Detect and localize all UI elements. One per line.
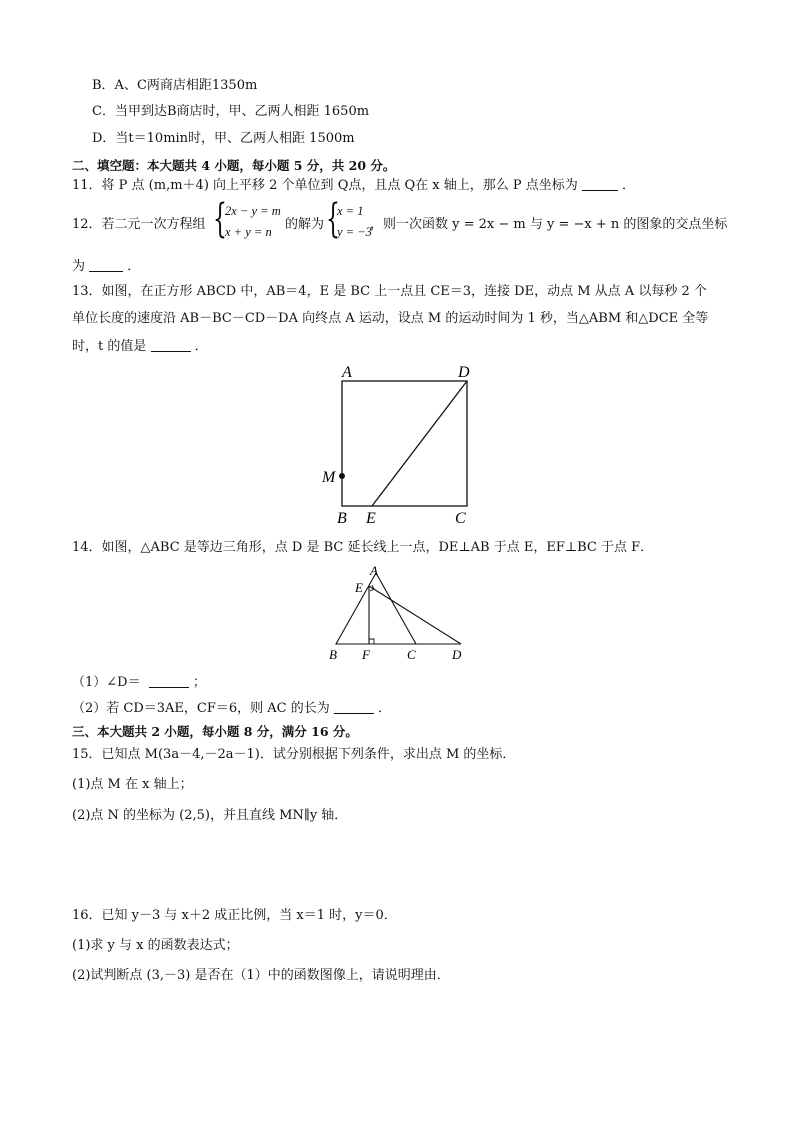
label-a: A (342, 364, 352, 381)
solution-2: y = −3 (337, 225, 372, 239)
question-text: （2）若 CD＝3AE，CF＝6，则 AC 的长为 (72, 701, 330, 716)
section-heading (72, 157, 395, 175)
equation-2: x + y = n (225, 225, 272, 239)
question-15: 15．已知点 M(3a－4,－2a－1)．试分别根据下列条件，求出点 M 的坐标． (72, 747, 516, 762)
triangle-figure (326, 563, 476, 663)
question-12-mid: 的解为 (285, 217, 325, 232)
right-angle-mark-f (369, 639, 374, 644)
question-text: 11．将 P 点 (m,m＋4) 向上平移 2 个单位到 Q点，且点 Q在 x 轴上，那么 P 点坐标为 (72, 178, 578, 193)
question-14-part1 (72, 673, 206, 692)
question-13-line2: 单位长度的速度沿 AB－BC－CD－DA 向终点 A 运动，设点 M 的运动时间为 1 秒，当△ABM 和△DCE 全等 (72, 311, 709, 326)
question-12-suffix: ，则一次函数 y = 2x − m 与 y = −x + n 的图象的交点坐标 (370, 217, 728, 232)
question-end: ． (622, 178, 636, 193)
question-14: 14．如图，△ABC 是等边三角形，点 D 是 BC 延长线上一点，DE⊥AB 于点 E，EF⊥BC 于点 F． (72, 540, 654, 555)
option-c: C．当甲到达B商店时，甲、乙两人相距 1650m (92, 104, 370, 119)
equation-1: 2x − y = m (225, 204, 281, 218)
question-16-part2: (2)试判断点 (3,－3) 是否在（1）中的函数图像上，请说明理由． (72, 968, 450, 983)
square-figure (315, 360, 485, 530)
label-f: F (362, 647, 370, 662)
label-a: A (370, 563, 378, 578)
label-d: D (458, 364, 470, 381)
section-heading-text: 三、本大题共 2 小题，每小题 8 分，满分 16 分。 (72, 724, 358, 739)
question-text: （1）∠D＝ (72, 675, 141, 690)
point-m (339, 473, 345, 479)
question-end: ． (378, 701, 392, 716)
answer-blank (149, 673, 189, 688)
question-16: 16．已知 y－3 与 x＋2 成正比例，当 x＝1 时，y＝0． (72, 908, 397, 923)
answer-blank (582, 176, 618, 191)
answer-blank (151, 337, 191, 352)
answer-blank (334, 699, 374, 714)
square-abcd (342, 381, 467, 506)
label-b: B (337, 510, 347, 527)
option-d: D．当t＝10min时，甲、乙两人相距 1500m (92, 131, 355, 146)
answer-blank (89, 257, 123, 272)
label-d: D (452, 647, 462, 662)
question-15-part2: (2)点 N 的坐标为 (2,5)，并且直线 MN∥y 轴． (72, 808, 348, 823)
question-15-part1: (1)点 M 在 x 轴上； (72, 777, 193, 792)
label-e: E (355, 580, 363, 595)
question-14-part2 (72, 699, 391, 718)
question-text: 为 (72, 259, 86, 274)
solution-1: x = 1 (337, 204, 364, 218)
section-heading-text: 二、填空题：本大题共 4 小题，每小题 5 分，共 20 分。 (72, 158, 396, 173)
question-12-line2 (72, 257, 140, 276)
left-brace-icon: { (326, 196, 340, 242)
question-16-part1: (1)求 y 与 x 的函数表达式； (72, 938, 239, 953)
segment-de (369, 586, 461, 644)
question-text: 时，t 的值是 (72, 339, 147, 354)
segment-de (372, 381, 467, 506)
question-13-line3 (72, 337, 208, 356)
question-13-line1: 13．如图，在正方形 ABCD 中，AB＝4，E 是 BC 上一点且 CE＝3，连接 DE，动点 M 从点 A 以每秒 2 个 (72, 284, 707, 299)
option-b: B．A、C两商店相距1350m (92, 78, 258, 93)
question-end: ． (127, 259, 141, 274)
question-11 (72, 176, 635, 195)
label-e: E (366, 510, 376, 527)
left-brace-icon: { (213, 196, 227, 242)
label-c: C (455, 510, 466, 527)
label-c: C (407, 647, 416, 662)
question-end: ． (194, 339, 208, 354)
label-b: B (329, 647, 337, 662)
label-m: M (322, 469, 336, 486)
question-end: ； (192, 675, 206, 690)
section-heading (72, 723, 358, 741)
question-12-prefix: 12．若二元一次方程组 (72, 217, 206, 232)
